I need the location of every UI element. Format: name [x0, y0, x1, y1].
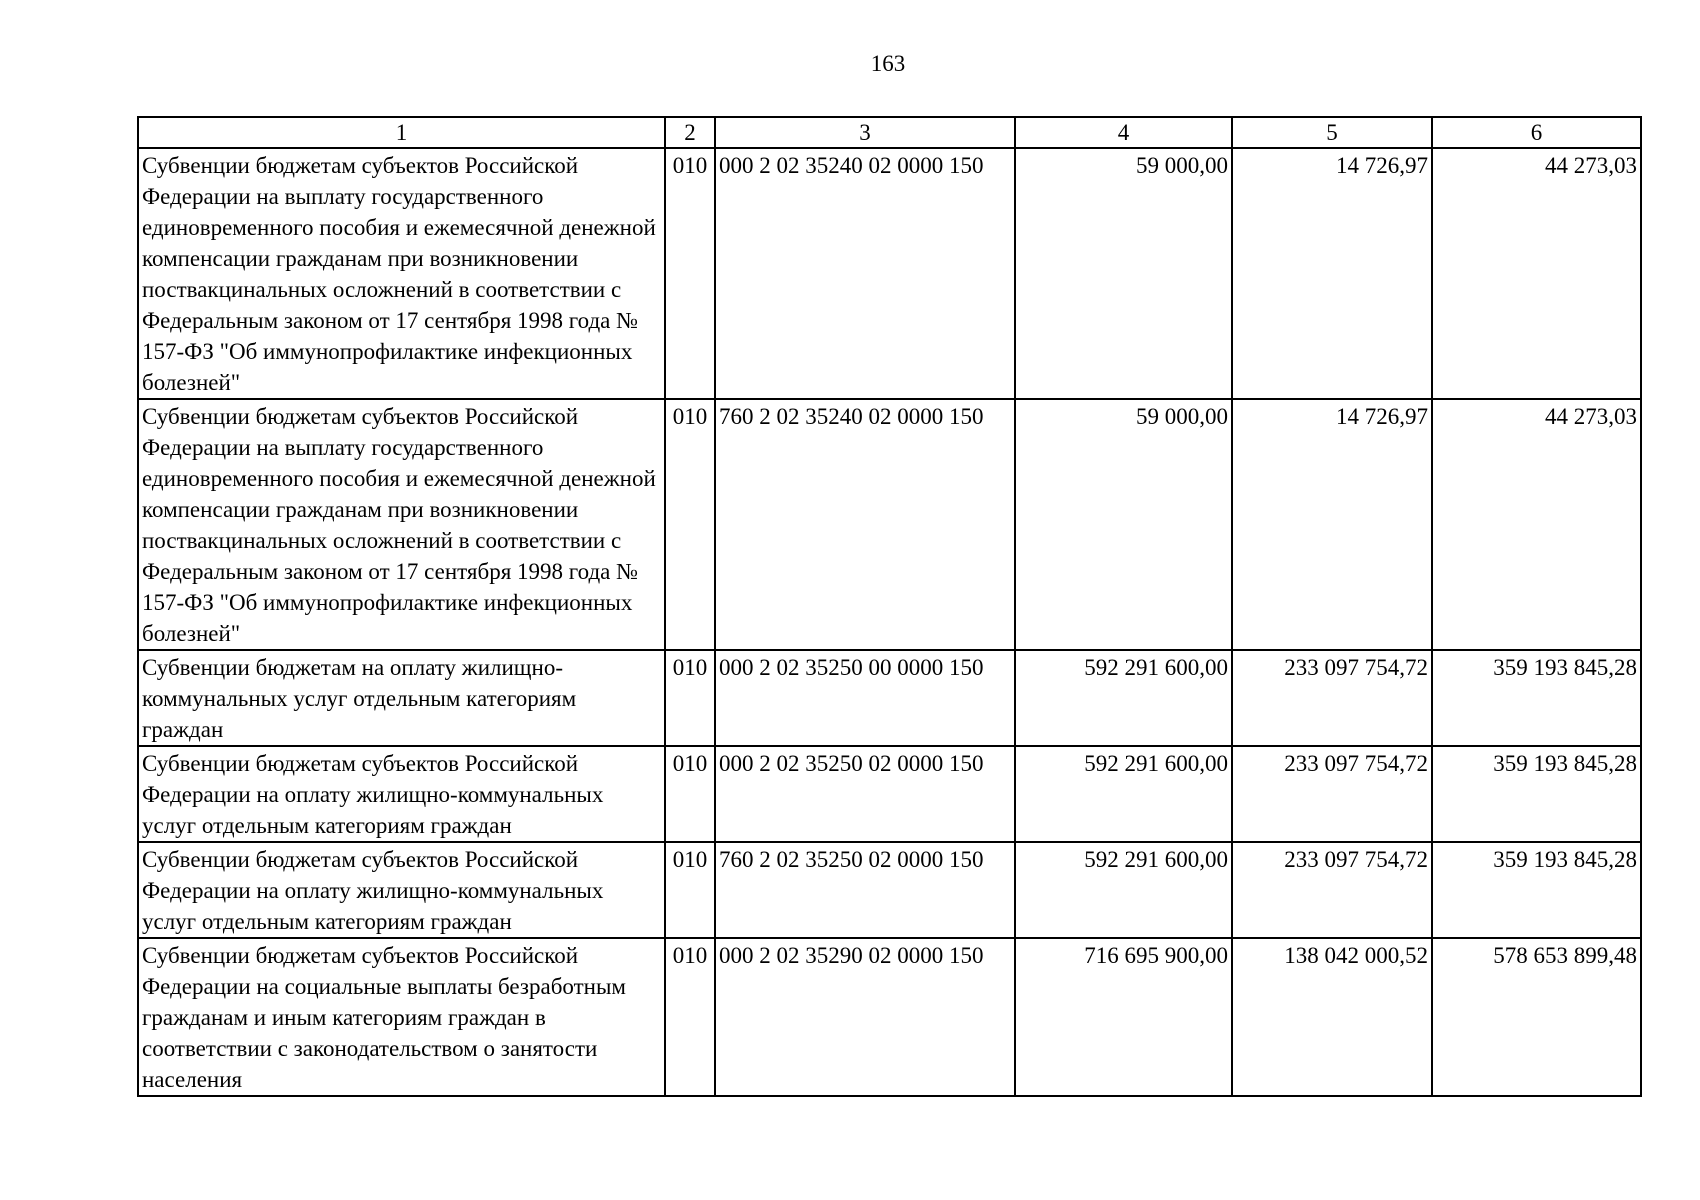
row-executed-amount: 233 097 754,72 [1232, 746, 1432, 842]
row-line-code: 010 [665, 148, 715, 399]
column-header-5: 5 [1232, 117, 1432, 148]
row-name: Субвенции бюджетам на оплату жилищно-коммунальных услуг отдельным категориям граждан [138, 650, 665, 746]
page-number: 163 [870, 51, 906, 76]
row-unexecuted-amount: 359 193 845,28 [1432, 842, 1641, 938]
column-header-2: 2 [665, 117, 715, 148]
row-unexecuted-amount: 359 193 845,28 [1432, 746, 1641, 842]
row-budget-code: 000 2 02 35250 02 0000 150 [715, 746, 1015, 842]
row-budget-code: 000 2 02 35240 02 0000 150 [715, 148, 1015, 399]
column-header-1: 1 [138, 117, 665, 148]
row-approved-amount: 592 291 600,00 [1015, 842, 1232, 938]
row-budget-code: 760 2 02 35250 02 0000 150 [715, 842, 1015, 938]
row-budget-code: 000 2 02 35250 00 0000 150 [715, 650, 1015, 746]
budget-execution-table [137, 116, 1642, 1097]
row-approved-amount: 59 000,00 [1015, 399, 1232, 650]
column-header-6: 6 [1432, 117, 1641, 148]
row-approved-amount: 592 291 600,00 [1015, 746, 1232, 842]
row-unexecuted-amount: 44 273,03 [1432, 399, 1641, 650]
row-approved-amount: 592 291 600,00 [1015, 650, 1232, 746]
row-executed-amount: 233 097 754,72 [1232, 650, 1432, 746]
row-approved-amount: 716 695 900,00 [1015, 938, 1232, 1096]
row-name: Субвенции бюджетам субъектов Российской Федерации на выплату государственного единовременного пособия и ежемесячной денежной компенсации гражданам при возникновении поствакцинальных осложнений в соответствии с Федеральным законом от 17 сентября 1998 года № 157-ФЗ "Об иммунопрофилактике инфекционных болезней" [138, 148, 665, 399]
row-unexecuted-amount: 44 273,03 [1432, 148, 1641, 399]
table-row [138, 399, 1641, 650]
row-executed-amount: 233 097 754,72 [1232, 842, 1432, 938]
row-executed-amount: 14 726,97 [1232, 148, 1432, 399]
table-row [138, 650, 1641, 746]
row-budget-code: 760 2 02 35240 02 0000 150 [715, 399, 1015, 650]
row-line-code: 010 [665, 650, 715, 746]
table-header-row [138, 117, 1641, 148]
row-name: Субвенции бюджетам субъектов Российской Федерации на оплату жилищно-коммунальных услуг отдельным категориям граждан [138, 746, 665, 842]
row-unexecuted-amount: 359 193 845,28 [1432, 650, 1641, 746]
row-approved-amount: 59 000,00 [1015, 148, 1232, 399]
row-line-code: 010 [665, 399, 715, 650]
row-executed-amount: 138 042 000,52 [1232, 938, 1432, 1096]
table-row [138, 842, 1641, 938]
table-row [138, 746, 1641, 842]
row-name: Субвенции бюджетам субъектов Российской Федерации на выплату государственного единовременного пособия и ежемесячной денежной компенсации гражданам при возникновении поствакцинальных осложнений в соответствии с Федеральным законом от 17 сентября 1998 года № 157-ФЗ "Об иммунопрофилактике инфекционных болезней" [138, 399, 665, 650]
row-executed-amount: 14 726,97 [1232, 399, 1432, 650]
row-line-code: 010 [665, 938, 715, 1096]
row-line-code: 010 [665, 746, 715, 842]
row-unexecuted-amount: 578 653 899,48 [1432, 938, 1641, 1096]
table-row [138, 148, 1641, 399]
column-header-3: 3 [715, 117, 1015, 148]
row-line-code: 010 [665, 842, 715, 938]
row-name: Субвенции бюджетам субъектов Российской Федерации на оплату жилищно-коммунальных услуг отдельным категориям граждан [138, 842, 665, 938]
row-name: Субвенции бюджетам субъектов Российской Федерации на социальные выплаты безработным гражданам и иным категориям граждан в соответствии с законодательством о занятости населения [138, 938, 665, 1096]
row-budget-code: 000 2 02 35290 02 0000 150 [715, 938, 1015, 1096]
column-header-4: 4 [1015, 117, 1232, 148]
table-row [138, 938, 1641, 1096]
